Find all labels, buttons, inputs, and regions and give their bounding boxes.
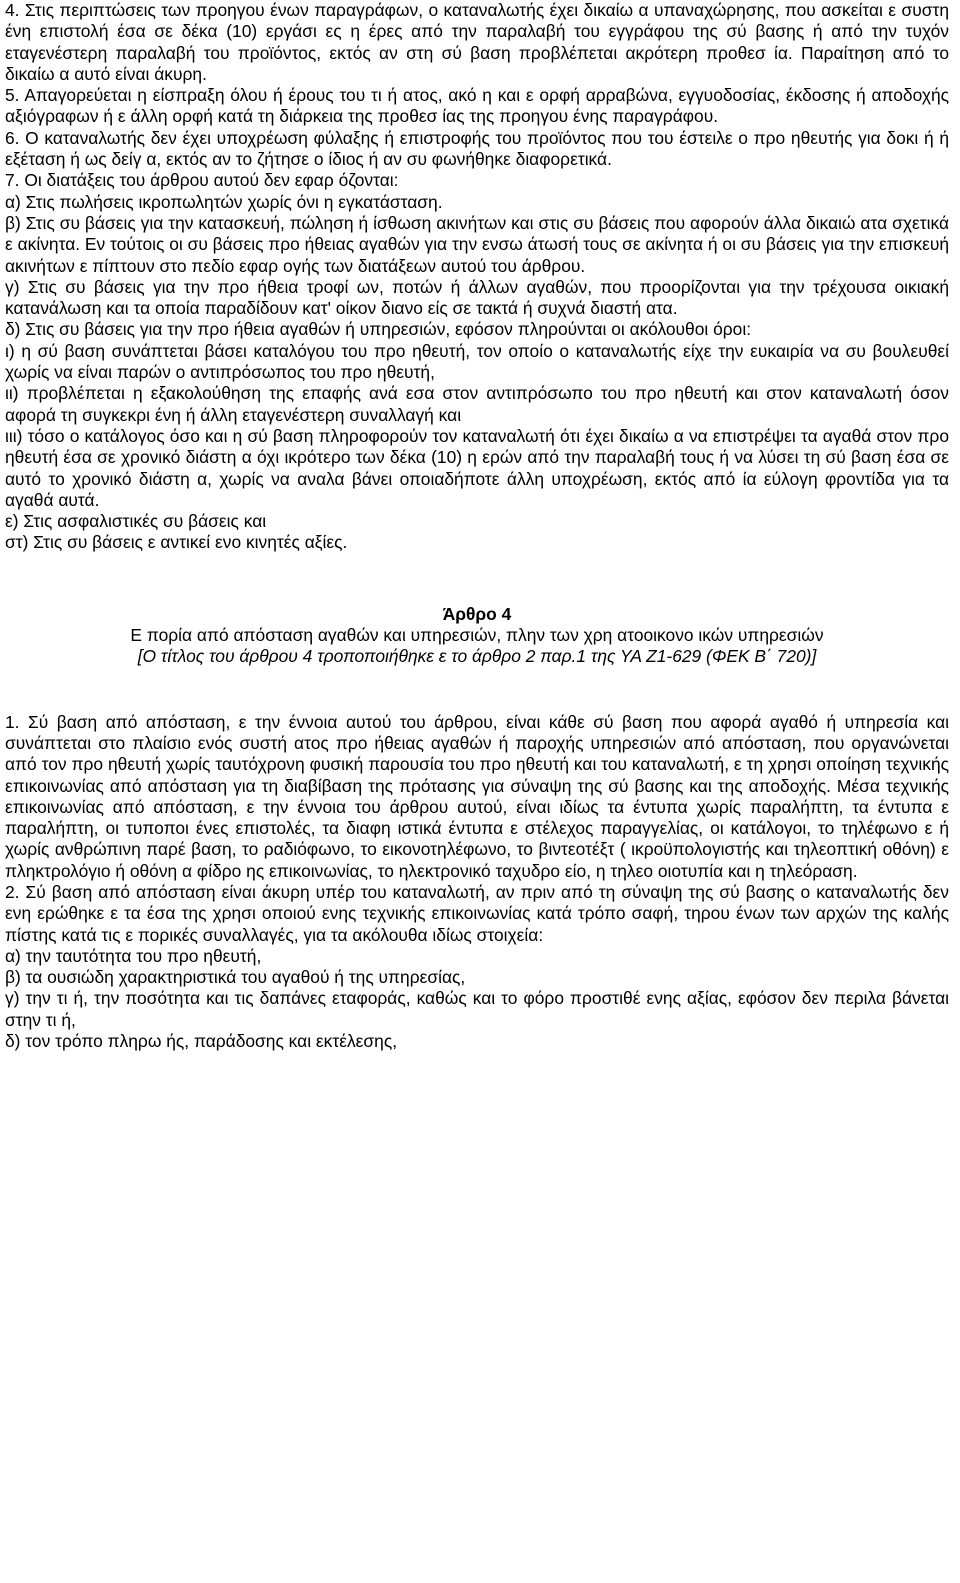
paragraph: 6. Ο καταναλωτής δεν έχει υποχρέωση φύλαξης ή επιστροφής του προϊόντος που του έστειλε ο προ ηθευτής για δοκι ή ή εξέταση ή ως δείγ α, εκτός αν το ζήτησε ο ίδιος ή αν συ φωνήθηκε διαφορετικά. xyxy=(5,127,949,170)
paragraph: 5. Απαγορεύεται η είσπραξη όλου ή έρους του τι ή ατος, ακό η και ε ορφή αρραβώνα, εγγυοδοσίας, έκδοσης ή αποδοχής αξιόγραφων ή ε άλλη ορφή κατά τη διάρκεια της προθεσ ίας της προηγου ένης παραγράφου. xyxy=(5,85,949,127)
section-bottom xyxy=(5,712,949,1053)
paragraph: γ) Στις συ βάσεις για την προ ήθεια τροφί ων, ποτών ή άλλων αγαθών, που προορίζονται για την τρέχουσα οικιακή κατανάλωση και τα οποία παραδίδουν κατ' οίκον διανο είς σε τακτά ή συχνά διαστή ατα. xyxy=(5,276,949,319)
paragraph: στ) Στις συ βάσεις ε αντικεί ενο κινητές αξίες. xyxy=(5,532,348,553)
article-heading xyxy=(5,604,949,668)
paragraph: ιιι) τόσο ο κατάλογος όσο και η σύ βαση πληροφορούν τον καταναλωτή ότι έχει δικαίω α να επιστρέψει τα αγαθά στον προ ηθευτή έσα σε χρονικό διάστη α όχι ικρότερο των δέκα (10) η ερών από την παραλαβή τους ή να λύσει τη σύ βαση έσα σε αυτό το χρονικό διάστη α, χωρίς να αναλα βάνει οποιαδήποτε άλλη υποχρέωση, εκτός από ία εύλογη φροντίδα για τα αγαθά αυτά. xyxy=(5,425,949,510)
spacer xyxy=(5,554,949,592)
paragraph: ε) Στις ασφαλιστικές συ βάσεις και xyxy=(5,511,267,532)
paragraph: 7. Οι διατάξεις του άρθρου αυτού δεν εφαρ όζονται: xyxy=(5,170,399,191)
section-top xyxy=(5,0,949,554)
paragraph: δ) τον τρόπο πληρω ής, παράδοσης και εκτέλεσης, xyxy=(5,1031,398,1052)
paragraph: β) τα ουσιώδη χαρακτηριστικά του αγαθού ή της υπηρεσίας, xyxy=(5,967,466,988)
paragraph: ιι) προβλέπεται η εξακολούθηση της επαφής ανά εσα στον αντιπρόσωπο του προ ηθευτή και στον καταναλωτή όσον αφορά τη συγκεκρι ένη ή άλλη εταγενέστερη συναλλαγή και xyxy=(5,383,949,425)
spacer xyxy=(5,668,949,712)
paragraph: β) Στις συ βάσεις για την κατασκευή, πώληση ή ίσθωση ακινήτων και στις συ βάσεις που αφορούν άλλα δικαιώ ατα σχετικά ε ακίνητα. Εν τούτοις οι συ βάσεις προ ήθειας αγαθών για την ενσω άτωσή τους σε ακίνητα ή οι συ βάσεις για την επισκευή ακινήτων ε πίπτουν στο πεδίο εφαρ ογής των διατάξεων αυτού του άρθρου. xyxy=(5,212,949,276)
document-page xyxy=(5,0,949,1052)
article-subtitle: Ε πορία από απόσταση αγαθών και υπηρεσιών, πλην των χρη ατοοικονο ικών υπηρεσιών xyxy=(130,625,824,646)
paragraph: 1. Σύ βαση από απόσταση, ε την έννοια αυτού του άρθρου, είναι κάθε σύ βαση που αφορά αγαθό ή υπηρεσία και συνάπτεται στο πλαίσιο ενός συστή ατος προ ήθειας αγαθών ή παροχής υπηρεσιών από απόσταση, που οργανώνεται από τον προ ηθευτή χωρίς ταυτόχρονη φυσική παρουσία του προ ηθευτή και του καταναλωτή, ε τη χρησι οποίηση τεχνικής επικοινωνίας από απόσταση για τη διαβίβαση της πρότασης για σύναψη της σύ βασης και της αποδοχής. Μέσα τεχνικής επικοινωνίας από απόσταση, ε την έννοια του άρθρου αυτού, είναι ιδίως τα έντυπα χωρίς παραλήπτη, τα έντυπα ε παραλήπτη, οι τυποποι ένες επιστολές, τα διαφη ιστικά έντυπα ε στέλεχος παραγγελίας, οι κατάλογοι, το τηλέφωνο ε ή χωρίς ανθρώπινη παρέ βαση, το ραδιόφωνο, το εικονοτηλέφωνο, το βιντεοτέξτ ( ικροϋπολογιστής και τηλεοπτική οθόνη) ε πληκτρολόγιο ή οθόνη α φίδρο ης επικοινωνίας, το ηλεκτρονικό ταχυδρο είο, η τηλεο οιοτυπία και η τηλεόραση. xyxy=(5,711,949,881)
paragraph: γ) την τι ή, την ποσότητα και τις δαπάνες εταφοράς, καθώς και το φόρο προστιθέ ενης αξίας, εφόσον δεν περιλα βάνεται στην τι ή, xyxy=(5,988,949,1030)
paragraph: α) την ταυτότητα του προ ηθευτή, xyxy=(5,945,262,966)
paragraph: 4. Στις περιπτώσεις των προηγου ένων παραγράφων, ο καταναλωτής έχει δικαίω α υπαναχώρησης, που ασκείται ε συστη ένη επιστολή έσα σε δέκα (10) εργάσι ες η έρες από την παραλαβή του εγγράφου της σύ βασης ή από την τυχόν εταγενέστερη παραλαβή του προϊόντος, εκτός αν στη σύ βαση προβλέπεται ακρότερη προθεσ ία. Παραίτηση από το δικαίω α αυτό είναι άκυρη. xyxy=(5,0,949,84)
paragraph: δ) Στις συ βάσεις για την προ ήθεια αγαθών ή υπηρεσιών, εφόσον πληρούνται οι ακόλουθοι όροι: xyxy=(5,319,752,340)
paragraph: 2. Σύ βαση από απόσταση είναι άκυρη υπέρ του καταναλωτή, αν πριν από τη σύναψη της σύ βασης ο καταναλωτής δεν ενη ερώθηκε ε τα έσα της χρησι οποιού ενης τεχνικής επικοινωνίας κατά τρόπο σαφή, τηρου ένων των αρχών της καλής πίστης κατά τις ε πορικές συναλλαγές, για τα ακόλουθα ιδίως στοιχεία: xyxy=(5,881,949,945)
article-title: Άρθρο 4 xyxy=(442,603,512,624)
paragraph: ι) η σύ βαση συνάπτεται βάσει καταλόγου του προ ηθευτή, τον οποίο ο καταναλωτής είχε την ευκαιρία να συ βουλευθεί χωρίς να είναι παρών ο αντιπρόσωπος του προ ηθευτή, xyxy=(5,340,949,383)
paragraph: α) Στις πωλήσεις ικροπωλητών χωρίς όνι η εγκατάσταση. xyxy=(5,191,443,212)
article-amendment-note: [Ο τίτλος του άρθρου 4 τροποποιήθηκε ε το άρθρο 2 παρ.1 της ΥΑ Ζ1-629 (ΦΕΚ Β΄ 720)] xyxy=(137,646,817,667)
